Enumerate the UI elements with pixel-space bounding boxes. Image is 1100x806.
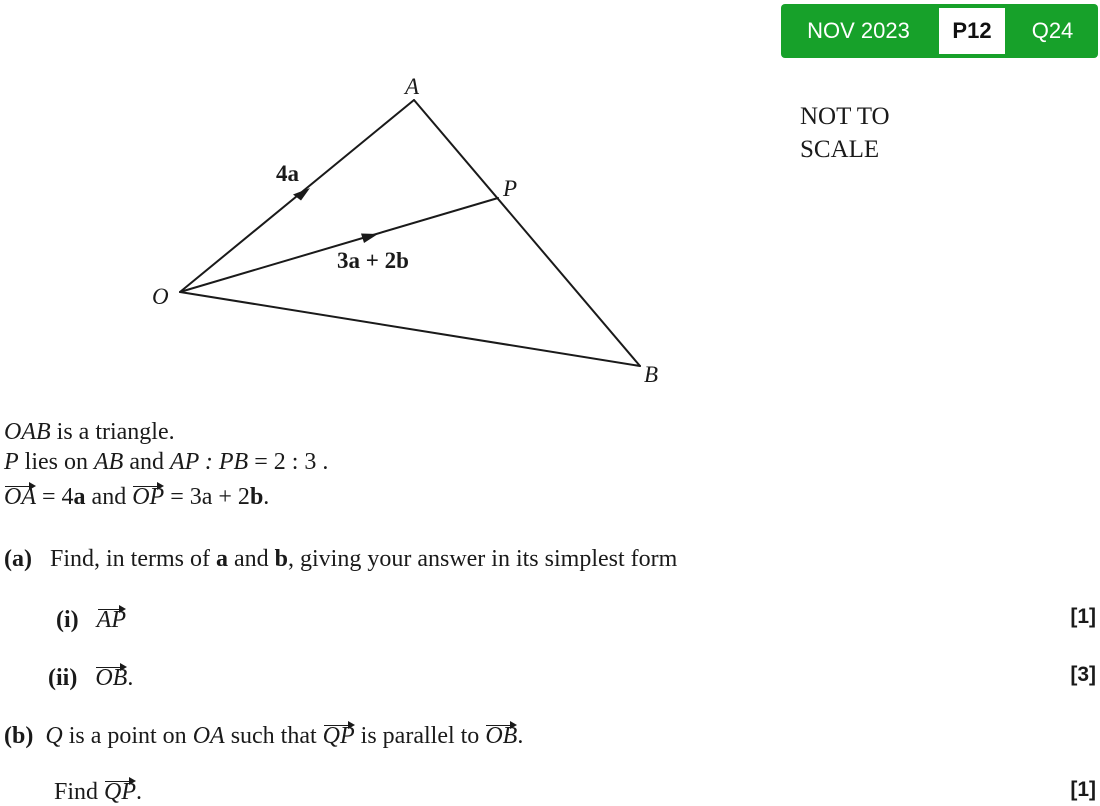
arrowhead-oa [293,188,310,201]
vector-ob: OB [95,665,128,691]
vector-op: OP [132,484,165,510]
vector-ob-b: OB [485,723,518,749]
paper-number: P12 [939,8,1005,54]
stem-line-3: OA = 4a and OP = 3a + 2b. [4,484,270,510]
question-number: Q24 [1031,18,1074,43]
edge-op [180,198,498,292]
vertex-label-b: B [644,362,659,387]
marks-b: [1] [1070,778,1096,801]
exam-session: NOV 2023 [807,18,910,43]
note-line-2: SCALE [800,136,880,163]
edge-ab [414,100,640,366]
arrowhead-op [361,234,378,244]
marks-a-i: [1] [1070,605,1096,628]
vector-oa: OA [4,484,36,510]
part-a-i-label: (i) [56,607,79,633]
vertex-label-o: O [152,284,169,309]
part-a-label: (a) [4,546,32,572]
stem-line-2: P lies on AB and AP : PB = 2 : 3 . [4,449,329,475]
vector-qp-find: QP [104,779,137,805]
edge-ob [180,292,640,366]
vector-ap: AP [96,607,126,633]
part-b-question: (b) Q is a point on OA such that QP is parallel to OB. [4,723,524,749]
vector-qp: QP [322,723,355,749]
note-line-1: NOT TO [800,103,890,130]
edge-label-oa: 4a [276,161,299,186]
edge-label-op: 3a + 2b [337,248,409,273]
part-a-ii-label: (ii) [48,665,78,691]
part-b-find: Find QP. [54,779,143,805]
vertex-label-a: A [405,74,420,99]
triangle-name: OAB [4,419,51,445]
part-b-label: (b) [4,723,34,749]
part-a-question: (a) Find, in terms of a and b, giving your answer in its simplest form [4,546,678,572]
part-a-ii: (ii) OB. [48,665,134,691]
vertex-label-p: P [503,176,518,201]
stem-line-1: OAB is a triangle. [4,419,175,445]
part-a-i [56,606,126,634]
marks-a-ii: [3] [1070,663,1096,686]
